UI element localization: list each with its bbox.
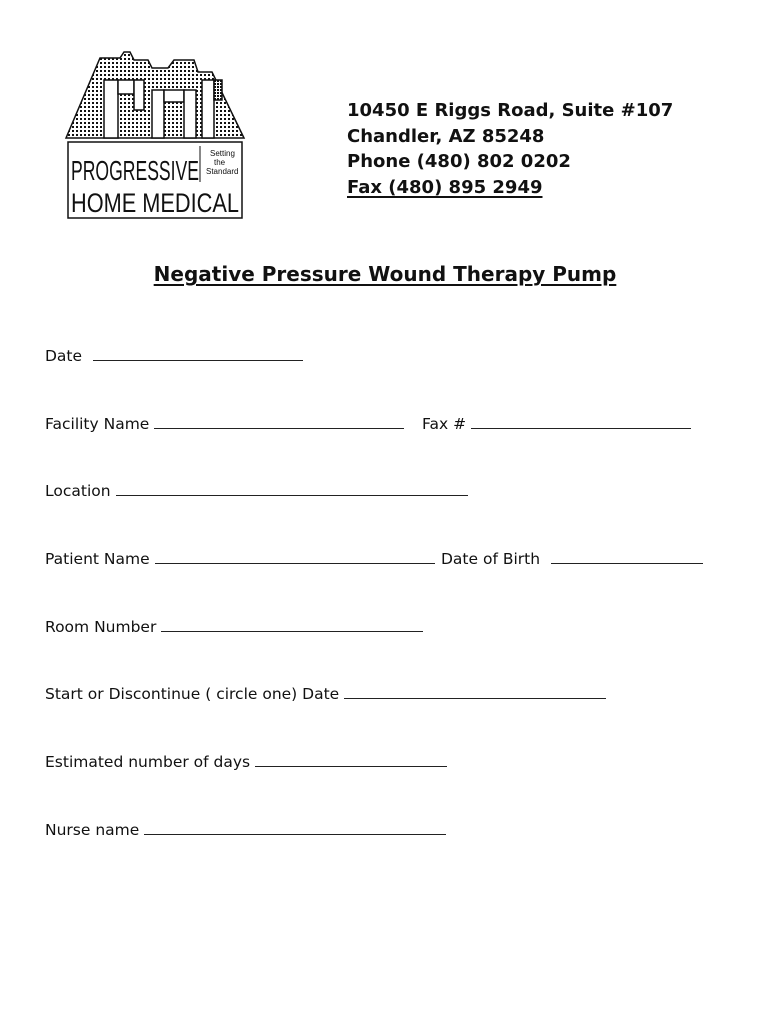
room-number-field[interactable] xyxy=(45,617,423,636)
nurse-name-blank[interactable] xyxy=(144,820,446,835)
date-label: Date xyxy=(45,347,83,365)
patient-name-field[interactable] xyxy=(45,549,435,568)
patient-name-blank[interactable] xyxy=(155,549,435,564)
address-phone: Phone (480) 802 0202 xyxy=(347,151,571,172)
estimated-days-field[interactable] xyxy=(45,752,447,771)
room-number-label: Room Number xyxy=(45,618,157,636)
start-discontinue-blank[interactable] xyxy=(344,684,606,699)
date-of-birth-label: Date of Birth xyxy=(441,550,541,568)
logo-text-line1: PROGRESSIVE xyxy=(71,155,199,186)
company-logo xyxy=(64,50,246,220)
address-block xyxy=(347,98,673,200)
fax-field[interactable] xyxy=(422,414,691,433)
date-blank[interactable] xyxy=(93,346,303,361)
form-title: Negative Pressure Wound Therapy Pump xyxy=(153,262,617,286)
fax-blank[interactable] xyxy=(471,414,691,429)
date-of-birth-field[interactable] xyxy=(441,549,703,568)
location-field[interactable] xyxy=(45,481,468,500)
room-number-blank[interactable] xyxy=(161,617,423,632)
address-city: Chandler, AZ 85248 xyxy=(347,125,545,147)
svg-text:Setting: Setting xyxy=(210,149,235,158)
estimated-days-label: Estimated number of days xyxy=(45,753,251,771)
date-of-birth-blank[interactable] xyxy=(551,549,703,564)
estimated-days-blank[interactable] xyxy=(255,752,447,767)
patient-name-label: Patient Name xyxy=(45,550,150,568)
svg-text:Standard: Standard xyxy=(206,167,239,176)
location-label: Location xyxy=(45,482,111,500)
logo-text-line2: HOME MEDICAL xyxy=(71,188,239,218)
start-discontinue-field[interactable] xyxy=(45,684,606,703)
logo-graphic xyxy=(64,50,246,220)
date-field[interactable] xyxy=(45,346,303,365)
fax-label: Fax # xyxy=(422,415,467,433)
location-blank[interactable] xyxy=(116,481,468,496)
nurse-name-field[interactable] xyxy=(45,820,446,839)
address-street: 10450 E Riggs Road, Suite #107 xyxy=(347,100,674,121)
facility-name-label: Facility Name xyxy=(45,415,150,433)
start-discontinue-label: Start or Discontinue ( circle one) Date xyxy=(45,685,340,703)
nurse-name-label: Nurse name xyxy=(45,821,140,839)
address-fax: Fax (480) 895 2949 xyxy=(347,176,543,198)
svg-text:the: the xyxy=(214,158,226,167)
facility-name-field[interactable] xyxy=(45,414,404,433)
facility-name-blank[interactable] xyxy=(154,414,404,429)
